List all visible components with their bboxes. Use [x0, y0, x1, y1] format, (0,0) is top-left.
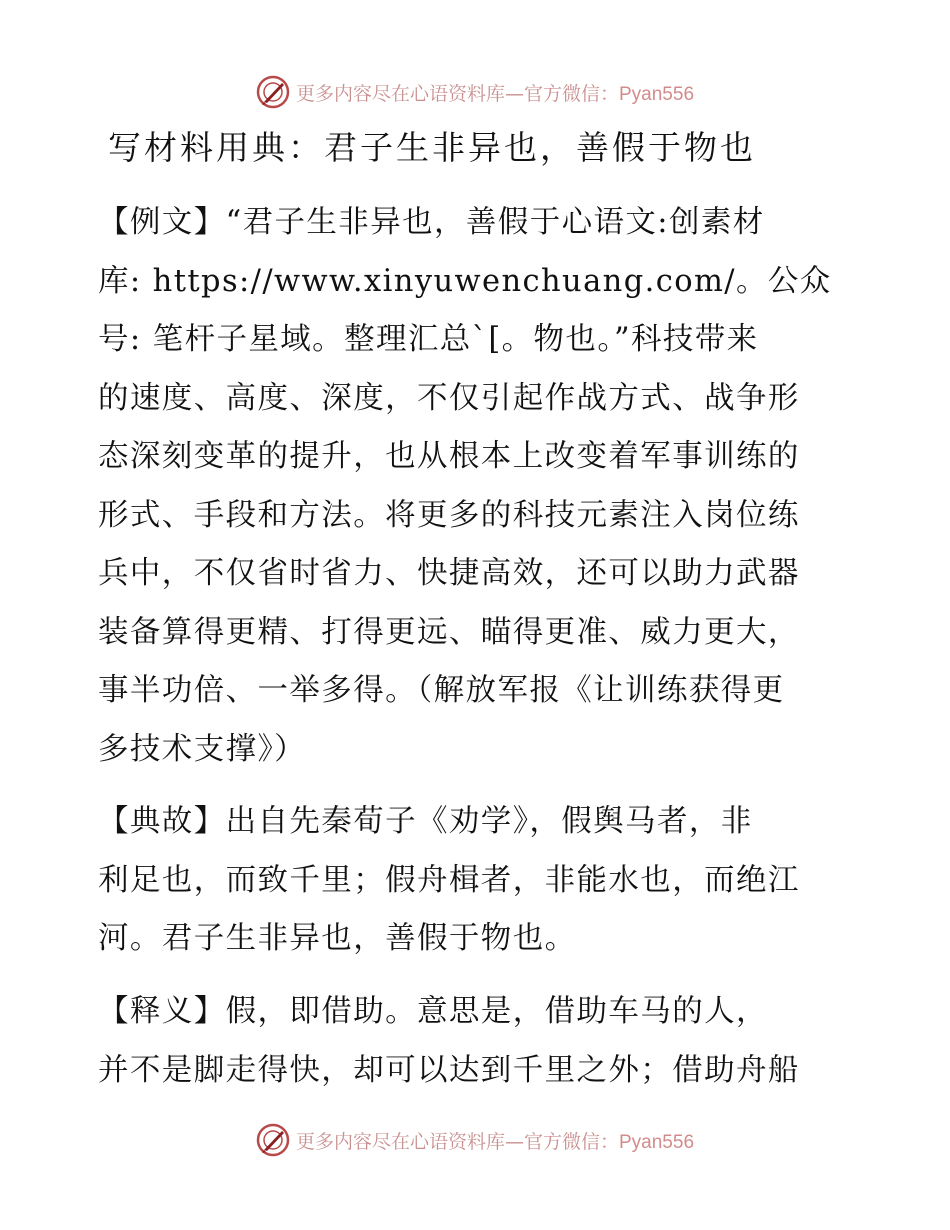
- footer-watermark: [0, 1120, 950, 1160]
- text-line: 并不是脚走得快，却可以达到千里之外；借助舟船: [98, 1052, 800, 1088]
- text-line: 装备算得更精、打得更远、瞄得更准、威力更大，: [98, 614, 800, 650]
- text-line: 库: https://www.xinyuwenchuang.com/。公众: [98, 263, 832, 299]
- text-line: 【释义】假，即借助。意思是，借助车马的人，: [98, 994, 768, 1029]
- text-line: 形式、手段和方法。将更多的科技元素注入岗位练: [98, 497, 800, 533]
- watermark-text: 更多内容尽在心语资料库—官方微信：Pyan556: [295, 82, 695, 105]
- example-paragraph: [98, 194, 858, 779]
- quill-pen-logo-icon: [256, 75, 290, 109]
- quill-pen-logo-icon: [256, 1123, 290, 1157]
- header-watermark: [0, 72, 950, 112]
- interpretation-paragraph: [98, 983, 858, 1100]
- text-line: 利足也，而致千里；假舟楫者，非能水也，而绝江: [98, 862, 800, 898]
- document-title: 写材料用典：君子生非异也，善假于物也: [108, 128, 756, 167]
- text-line: 【例文】“君子生非异也，善假于心语文:创素材: [98, 205, 765, 240]
- text-line: 多技术支撑》）: [98, 731, 307, 767]
- text-line: 事半功倍、一举多得。（解放军报《让训练获得更: [98, 673, 785, 708]
- watermark-text: 更多内容尽在心语资料库—官方微信：Pyan556: [295, 1130, 695, 1153]
- text-line: 河。君子生非异也，善假于物也。: [98, 921, 577, 956]
- text-line: 态深刻变革的提升，也从根本上改变着军事训练的: [98, 439, 800, 474]
- text-line: 号: 笔杆子星域。整理汇总`[。物也。”科技带来: [98, 322, 759, 357]
- text-line: 兵中，不仅省时省力、快捷高效，还可以助力武器: [98, 556, 800, 591]
- allusion-paragraph: [98, 793, 858, 969]
- text-line: 的速度、高度、深度，不仅引起作战方式、战争形: [98, 380, 800, 416]
- text-line: 【典故】出自先秦荀子《劝学》，假舆马者，非: [98, 804, 753, 839]
